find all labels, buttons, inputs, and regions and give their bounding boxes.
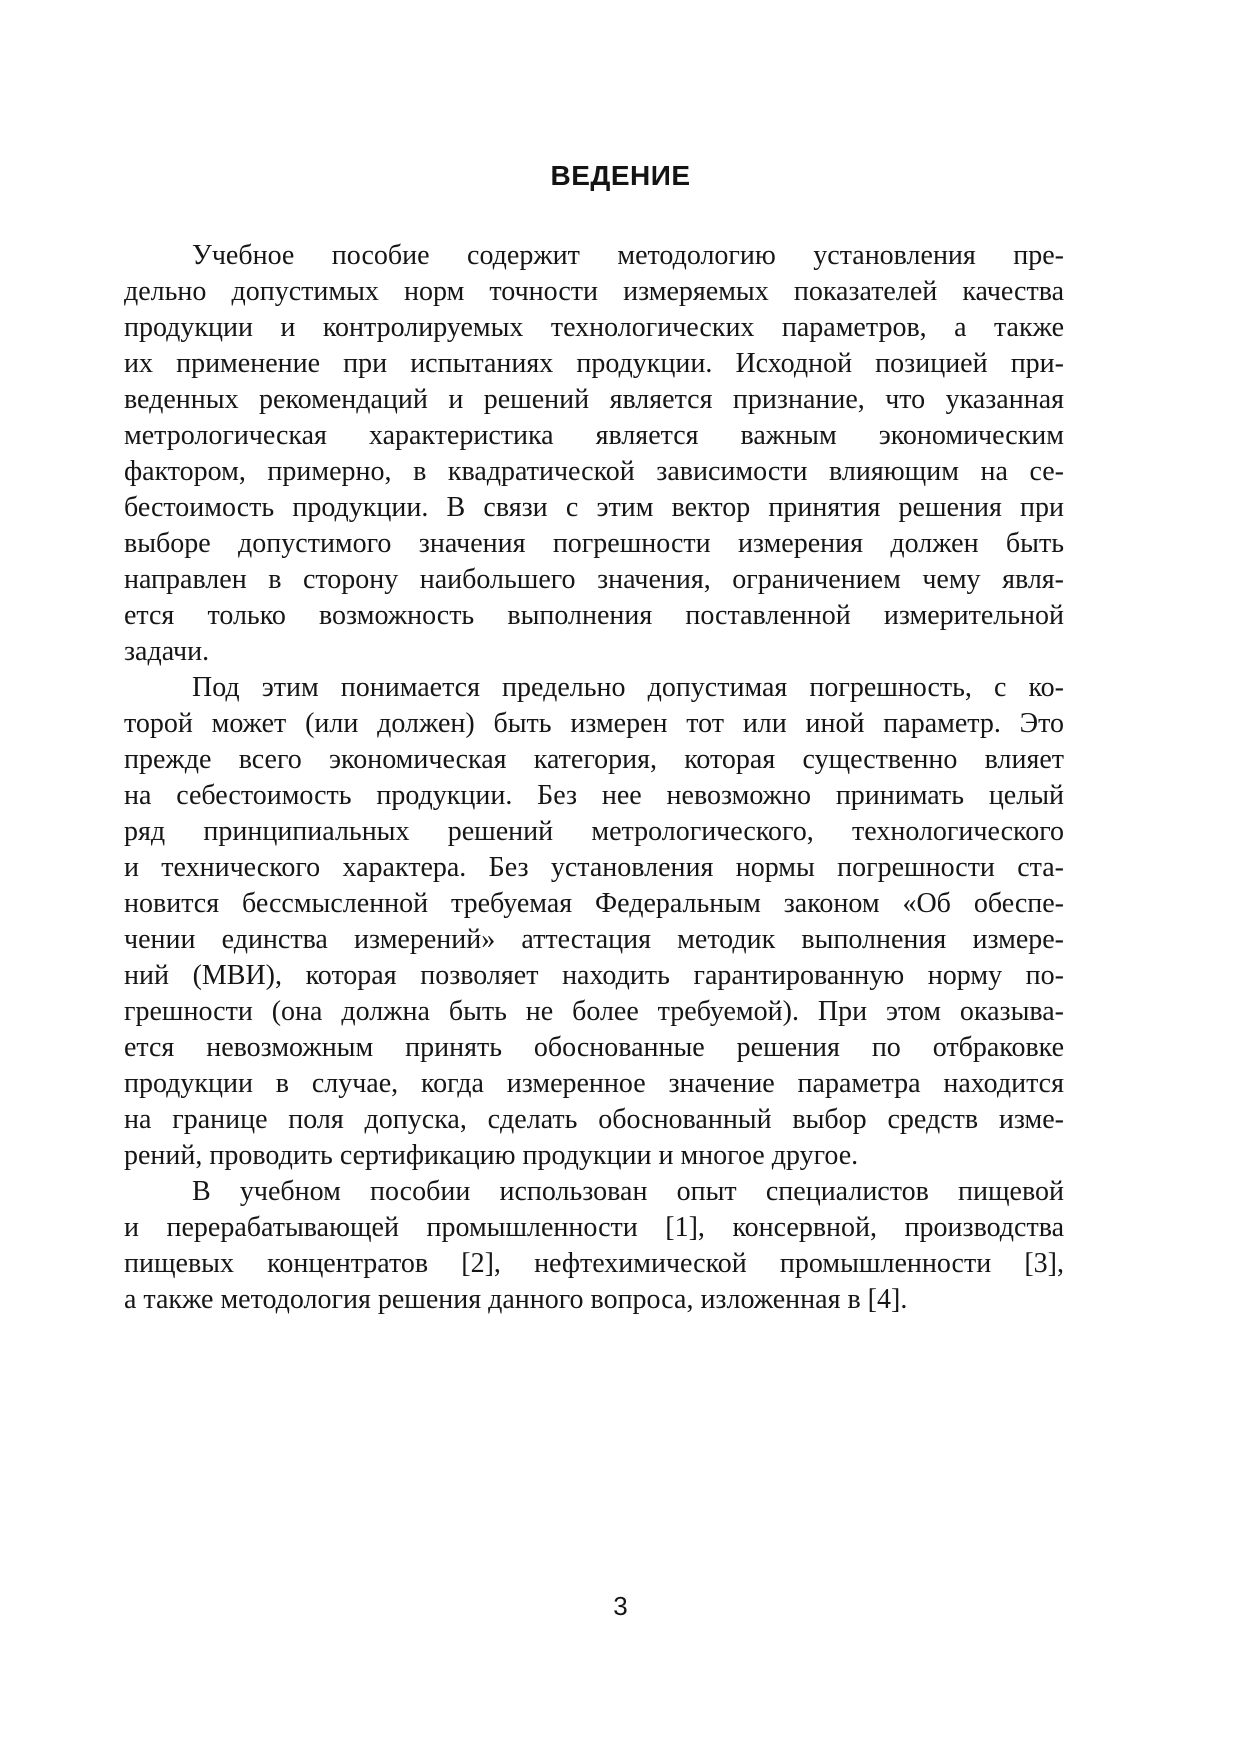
paragraph-line: ний (МВИ), которая позволяет находить гарантированную норму по- [124,960,1064,991]
paragraph-line: В учебном пособии использован опыт специалистов пищевой [192,1176,1064,1207]
paragraph-line: прежде всего экономическая категория, которая существенно влияет [124,744,1064,775]
paragraph-line: выборе допустимого значения погрешности измерения должен быть [124,528,1064,559]
paragraph-line: метрологическая характеристика является важным экономическим [124,420,1064,451]
paragraph-line: веденных рекомендаций и решений является признание, что указанная [124,384,1064,415]
paragraph-line: а также методология решения данного вопроса, изложенная в [4]. [124,1284,908,1315]
paragraph-line: фактором, примерно, в квадратической зависимости влияющим на се- [124,456,1064,487]
paragraph-3 [124,1174,1064,1318]
paragraph-line: продукции и контролируемых технологических параметров, а также [124,312,1064,343]
paragraph-line: ется невозможным принять обоснованные решения по отбраковке [124,1032,1064,1063]
paragraph-line: на границе поля допуска, сделать обоснованный выбор средств изме- [124,1104,1064,1135]
paragraph-line: их применение при испытаниях продукции. Исходной позицией при- [124,348,1064,379]
paragraph-2 [124,670,1064,1174]
body-text [124,238,1064,1318]
paragraph-line: ряд принципиальных решений метрологического, технологического [124,816,1064,847]
paragraph-line: ется только возможность выполнения поставленной измерительной [124,600,1064,631]
paragraph-1 [124,238,1064,670]
paragraph-line: бестоимость продукции. В связи с этим вектор принятия решения при [124,492,1064,523]
paragraph-line: Учебное пособие содержит методологию установления пре- [192,240,1064,271]
paragraph-line: Под этим понимается предельно допустимая погрешность, с ко- [192,672,1064,703]
paragraph-line: пищевых концентратов [2], нефтехимической промышленности [3], [124,1248,1064,1279]
paragraph-line: продукции в случае, когда измеренное значение параметра находится [124,1068,1064,1099]
paragraph-line: направлен в сторону наибольшего значения, ограничением чему явля- [124,564,1064,595]
paragraph-line: чении единства измерений» аттестация методик выполнения измере- [124,924,1064,955]
paragraph-line: и перерабатывающей промышленности [1], консервной, производства [124,1212,1064,1243]
paragraph-line: торой может (или должен) быть измерен тот или иной параметр. Это [124,708,1064,739]
paragraph-line: грешности (она должна быть не более требуемой). При этом оказыва- [124,996,1064,1027]
page-title: ВЕДЕНИЕ [550,160,691,191]
paragraph-line: дельно допустимых норм точности измеряемых показателей качества [124,276,1064,307]
paragraph-line: на себестоимость продукции. Без нее невозможно принимать целый [124,780,1064,811]
paragraph-line: новится бессмысленной требуемая Федеральным законом «Об обеспе- [124,888,1064,919]
paragraph-line: задачи. [124,636,210,667]
paragraph-line: и технического характера. Без установления нормы погрешности ста- [124,852,1064,883]
paragraph-line: рений, проводить сертификацию продукции и многое другое. [124,1140,859,1171]
page-number: 3 [613,1591,628,1621]
